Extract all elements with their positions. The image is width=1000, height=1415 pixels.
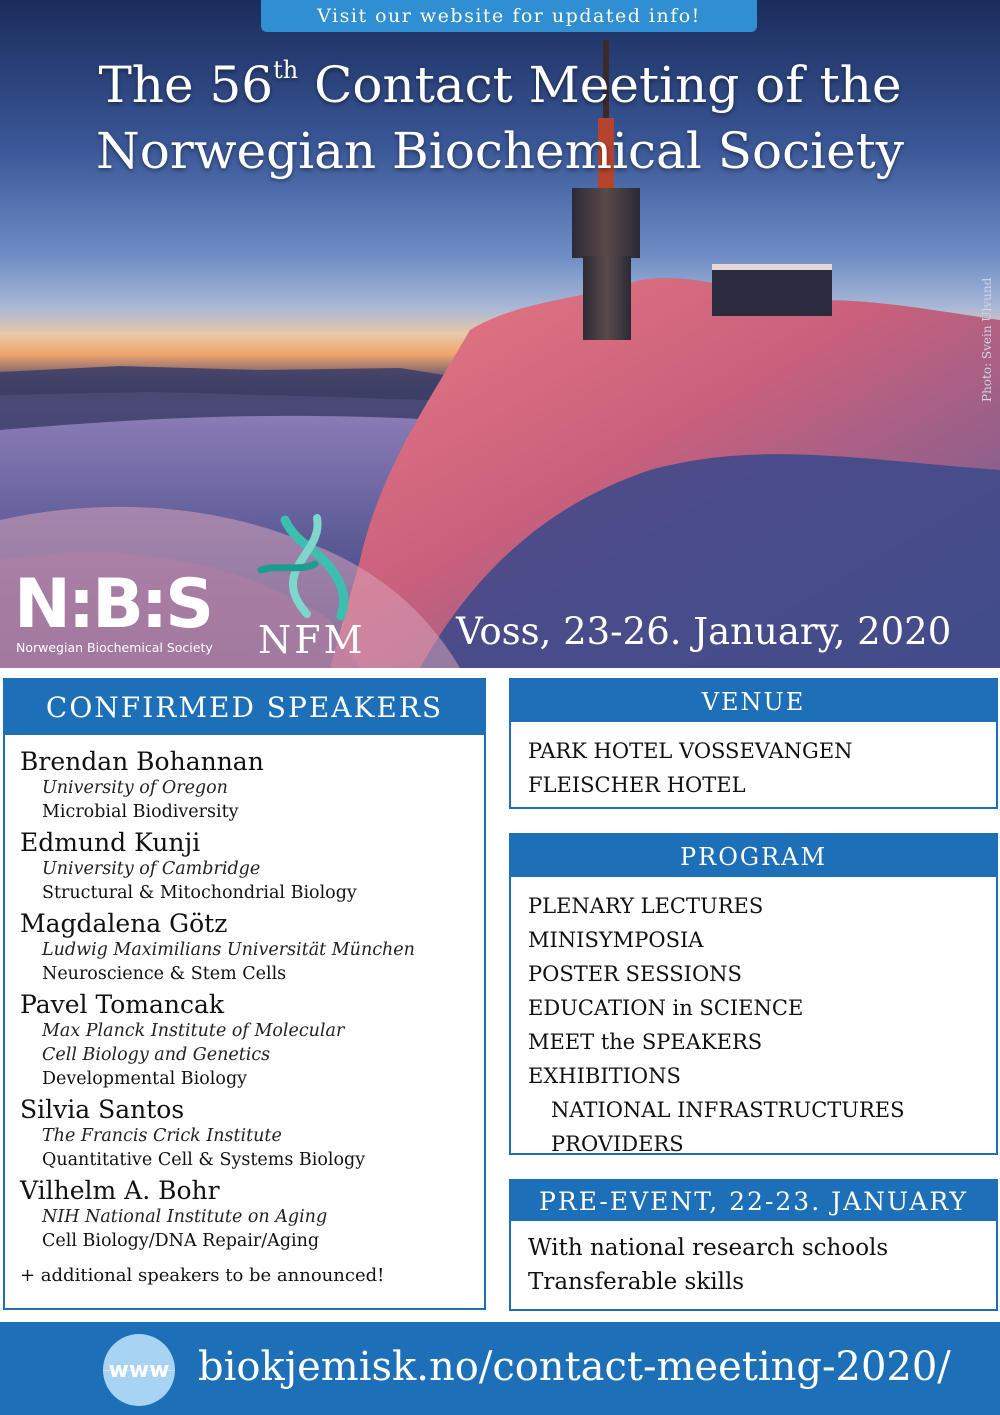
speaker-name: Silvia Santos — [20, 1095, 185, 1124]
speaker-name: Vilhelm A. Bohr — [20, 1176, 220, 1205]
pre-event-heading: PRE-EVENT, 22-23. JANUARY — [511, 1181, 996, 1221]
speaker-affiliation-line-2: Cell Biology and Genetics — [42, 1045, 271, 1065]
speakers-heading: CONFIRMED SPEAKERS — [5, 680, 484, 735]
speaker-item — [20, 1176, 484, 1253]
speaker-name: Pavel Tomancak — [20, 990, 225, 1019]
speaker-affiliation: NIH National Institute on Aging — [42, 1207, 328, 1227]
program-list — [511, 877, 996, 1161]
speaker-name: Edmund Kunji — [20, 828, 201, 857]
venue-item: PARK HOTEL VOSSEVANGEN — [528, 739, 853, 763]
photo-credit: Photo: Svein Ulvund — [980, 277, 994, 402]
speaker-affiliation: University of Cambridge — [42, 859, 261, 879]
page-title — [0, 52, 1000, 184]
speaker-item — [20, 990, 484, 1091]
footer-bar — [0, 1322, 1000, 1415]
program-item: MEET the SPEAKERS — [528, 1030, 763, 1054]
speaker-field: Developmental Biology — [42, 1069, 248, 1089]
speaker-item — [20, 828, 484, 905]
speaker-item — [20, 909, 484, 986]
program-panel — [509, 833, 998, 1155]
program-item: EDUCATION in SCIENCE — [528, 996, 804, 1020]
hero-photo — [0, 0, 1000, 668]
nfm-helix-icon — [255, 512, 375, 622]
pre-event-item: With national research schools — [528, 1235, 889, 1261]
program-item: MINISYMPOSIA — [528, 928, 704, 952]
program-item: POSTER SESSIONS — [528, 962, 742, 986]
program-sub-item: PROVIDERS — [551, 1132, 684, 1156]
program-heading: PROGRAM — [511, 835, 996, 877]
nbs-logo-subtitle: Norwegian Biochemical Society — [16, 640, 213, 655]
title-line-2: Norwegian Biochemical Society — [95, 122, 905, 180]
speaker-affiliation: University of Oregon — [42, 778, 228, 798]
venue-panel — [509, 678, 998, 809]
venue-list — [511, 722, 996, 802]
speaker-affiliation: Max Planck Institute of Molecular — [42, 1021, 345, 1041]
speaker-field: Structural & Mitochondrial Biology — [42, 883, 357, 903]
speaker-field: Quantitative Cell & Systems Biology — [42, 1150, 366, 1170]
speaker-list — [5, 735, 484, 1286]
nfm-logo — [255, 512, 385, 662]
speaker-item — [20, 1095, 484, 1172]
additional-speakers-note: + additional speakers to be announced! — [20, 1265, 385, 1286]
speaker-affiliation: The Francis Crick Institute — [42, 1126, 282, 1146]
www-badge-label: www — [108, 1357, 170, 1383]
speaker-name: Brendan Bohannan — [20, 747, 264, 776]
venue-heading: VENUE — [511, 680, 996, 722]
program-item: PLENARY LECTURES — [528, 894, 764, 918]
confirmed-speakers-panel — [3, 678, 486, 1310]
event-date-location: Voss, 23-26. January, 2020 — [456, 610, 952, 653]
speaker-item — [20, 747, 484, 824]
title-ordinal-suffix: th — [273, 56, 299, 84]
nfm-logo-text: NFM — [258, 618, 366, 662]
website-info-banner[interactable]: Visit our website for updated info! — [261, 0, 757, 32]
speaker-field: Neuroscience & Stem Cells — [42, 964, 287, 984]
pre-event-panel — [509, 1179, 998, 1311]
title-line-1: The 56th Contact Meeting of the — [98, 56, 902, 114]
nbs-logo-mark: N:B:S — [14, 565, 212, 644]
speaker-affiliation: Ludwig Maximilians Universität München — [42, 940, 415, 960]
www-globe-icon — [103, 1334, 175, 1406]
pre-event-item: Transferable skills — [528, 1269, 745, 1295]
program-sub-item: NATIONAL INFRASTRUCTURES — [551, 1098, 905, 1122]
pre-event-list — [511, 1221, 996, 1299]
speaker-name: Magdalena Götz — [20, 909, 228, 938]
website-url-link[interactable]: biokjemisk.no/contact-meeting-2020/ — [198, 1344, 951, 1390]
speaker-field: Microbial Biodiversity — [42, 802, 239, 822]
venue-item: FLEISCHER HOTEL — [528, 773, 746, 797]
program-item: EXHIBITIONS — [528, 1064, 681, 1088]
nbs-logo — [14, 565, 213, 655]
speaker-field: Cell Biology/DNA Repair/Aging — [42, 1231, 320, 1251]
